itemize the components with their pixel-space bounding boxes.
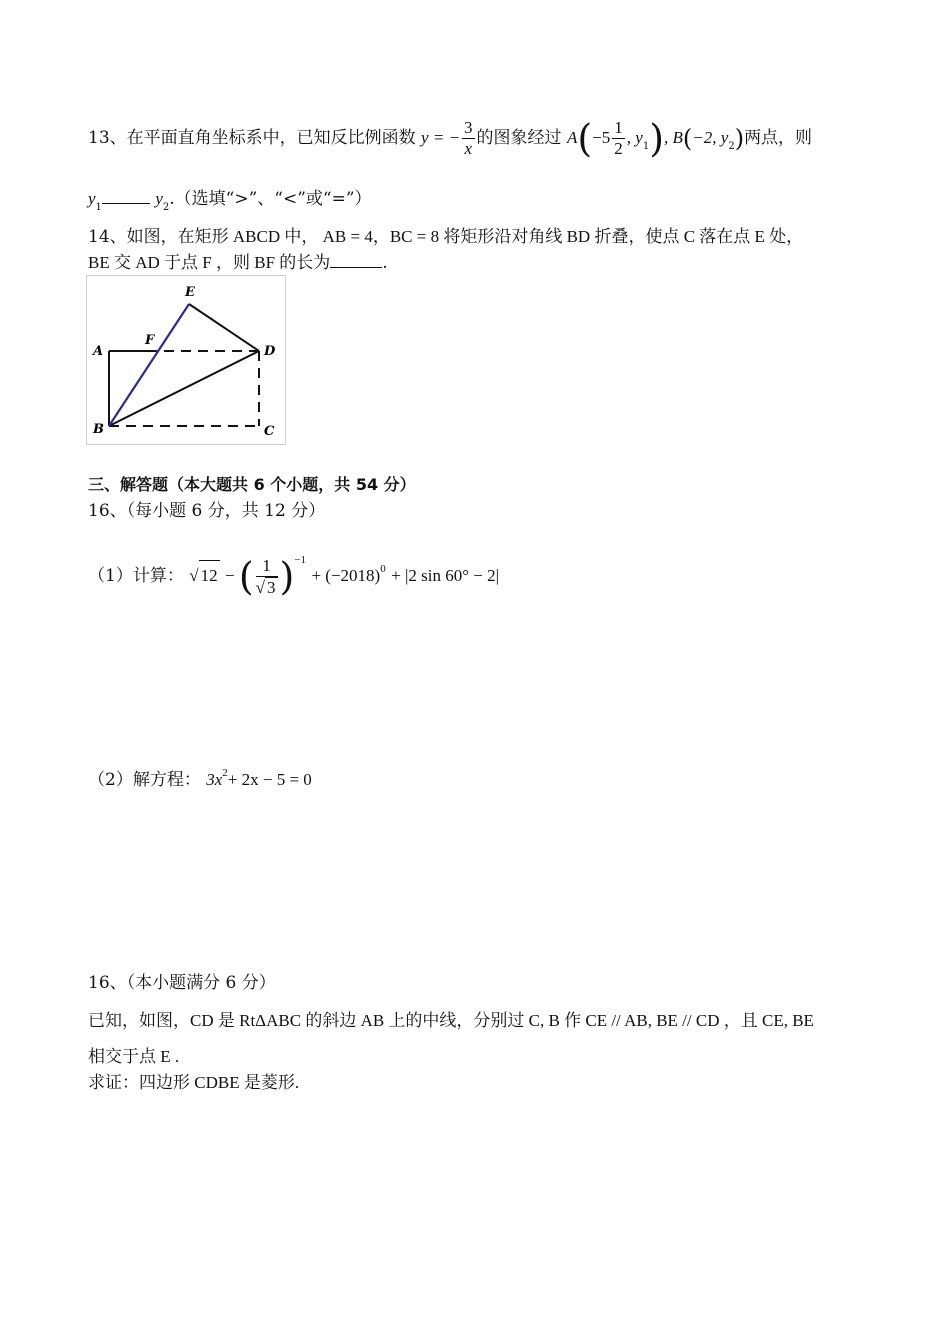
q16a-header: 16、（每小题 6 分，共 12 分）: [88, 501, 326, 521]
q13-pointA-label: A: [566, 128, 578, 147]
q13-hint: .（选填“>”、“<”或“=”）: [169, 189, 372, 209]
q16a-zero: 0: [380, 563, 386, 575]
q16a-sqrt: √ 12: [189, 566, 219, 585]
q16b-text1: 已知，如图，CD 是 RtΔABC 的斜边 AB 上的中线，分别过 C, B 作 CE // AB, BE // CD ，且 CE, BE: [88, 1011, 814, 1030]
label-d: D: [264, 344, 276, 359]
q13-paren-close-b: ): [734, 124, 745, 153]
q13-pointA-y: , y: [626, 128, 643, 147]
q16b-text3: 求证：四边形 CDBE 是菱形.: [88, 1073, 300, 1092]
label-a: A: [93, 344, 104, 359]
q13-line1: [88, 118, 812, 159]
q16a-eq-exp: 2: [222, 767, 228, 779]
q16a-paren-open: (: [238, 554, 254, 599]
q13-func-frac: [462, 118, 475, 159]
q13-pointA-int: −5: [592, 128, 611, 147]
q16a-frac-num: 1: [256, 556, 278, 577]
q16a-frac-den: 3: [267, 577, 276, 597]
q14-line2: [88, 252, 388, 274]
q14-number: 14、: [88, 227, 127, 247]
q13-pointB-sub: 2: [728, 141, 735, 152]
label-b: B: [93, 422, 104, 437]
q13-pointA-frac: [612, 118, 625, 159]
section3-heading: 三、解答题（本大题共 6 个小题，共 54 分）: [88, 475, 416, 494]
q13-end: 两点，则: [744, 128, 813, 148]
q13-pointA-num: 1: [614, 118, 623, 137]
label-c: C: [264, 424, 275, 439]
q16a-part2: [88, 762, 312, 791]
q13-func-num: 3: [464, 118, 473, 137]
q13-y2-sub: 2: [162, 202, 170, 213]
seg-bd: [109, 351, 259, 426]
q16a-part1: （1）计算： √ 12 − ( $\frac{1}{√ 3}$ )$^{-1} + (-2018)^0 + |2$ sin 60° − 2|: [88, 554, 499, 599]
q14-text2a: BE 交 AD 于点 F ，则 BF 的长为: [88, 253, 331, 272]
q13-line2: [88, 188, 372, 219]
q13-paren-open-a: (: [577, 116, 593, 161]
q13-func-lhs: y = −: [421, 128, 461, 147]
q16a-part2-label: （2）解方程：: [88, 770, 201, 790]
q16a-sqrt-value: 12: [199, 560, 220, 591]
q16a-abs: + |2 sin 60° − 2|: [391, 566, 499, 585]
q13-paren-close-a: ): [649, 116, 665, 161]
q13-y1-sub: 1: [95, 202, 102, 213]
q16b-header: 16、（本小题满分 6 分）: [88, 973, 276, 993]
q16a-eq-b: + 2x − 5 = 0: [227, 770, 312, 789]
q14-text2b: .: [382, 253, 388, 273]
q14-figure: [86, 275, 286, 445]
q13-mid: 的图象经过: [476, 128, 562, 148]
q13-pointA-den: 2: [614, 139, 623, 158]
q16a-eq-a: 3x: [206, 770, 223, 789]
q16a-rest: + (−2018): [311, 566, 381, 585]
q16b-text2: 相交于点 E .: [88, 1047, 180, 1066]
q13-func-den: x: [464, 139, 473, 158]
q14-line1: [88, 226, 803, 248]
seg-be: [109, 304, 189, 426]
q13-pointB-val: −2, y: [692, 128, 729, 147]
q13-answer-blank[interactable]: [102, 189, 150, 204]
q13-paren-open-b: (: [682, 124, 693, 153]
label-e: E: [185, 285, 195, 300]
q16a-part1-label: （1）计算：: [88, 566, 184, 586]
q14-text1: 如图，在矩形 ABCD 中， AB = 4，BC = 8 将矩形沿对角线 BD 折叠，使点 C 落在点 E 处，: [126, 227, 804, 246]
q13-y2: y: [155, 189, 163, 208]
q16a-frac: $\frac{1}{√ 3}$: [255, 555, 276, 597]
q13-pointA-sub: 1: [642, 141, 650, 152]
q13-number: 13、: [88, 128, 127, 148]
q16a-paren-close: ): [279, 554, 295, 599]
q16a-exp: −1: [294, 554, 307, 566]
q13-intro: 在平面直角坐标系中，已知反比例函数: [126, 128, 416, 148]
q13-y1: y: [88, 189, 96, 208]
q14-answer-blank[interactable]: [330, 253, 382, 268]
seg-ed: [189, 304, 259, 351]
q14-figure-svg: [87, 276, 285, 444]
q13-pointB-label: , B: [664, 128, 683, 147]
label-f: F: [145, 333, 155, 348]
